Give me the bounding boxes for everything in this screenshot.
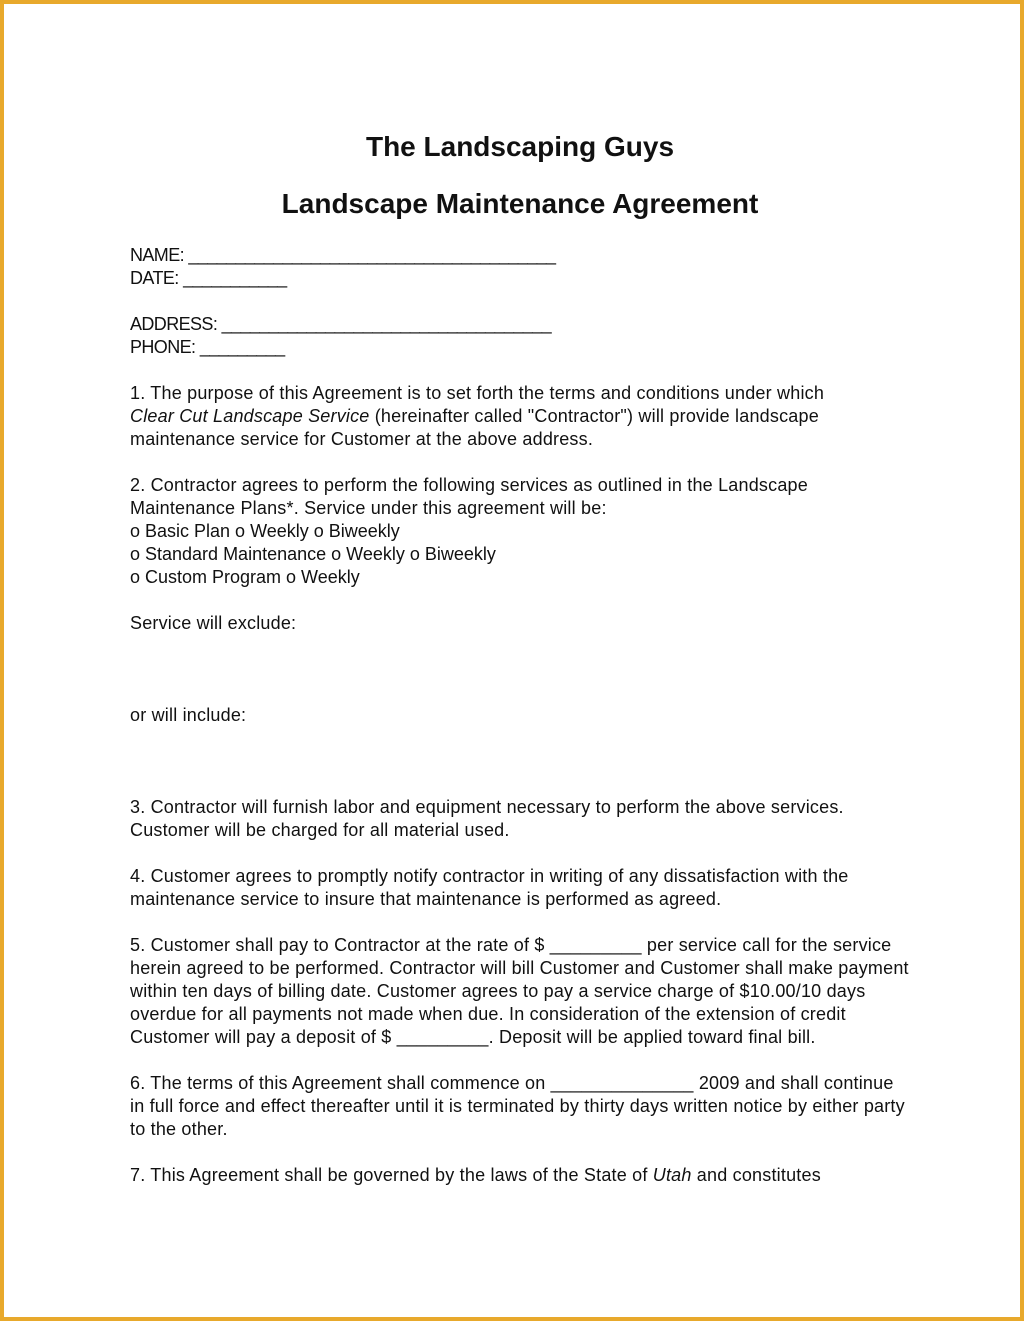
section-7-rest: and constitutes (691, 1165, 821, 1185)
document-title: Landscape Maintenance Agreement (281, 188, 759, 219)
section-3: 3. Contractor will furnish labor and equipment necessary to perform the above services. Customer will be charged for all material used. (130, 797, 844, 840)
option-basic-plan: o Basic Plan o Weekly o Biweekly (130, 521, 400, 541)
section-1 (130, 382, 910, 451)
service-exclude: Service will exclude: (130, 613, 297, 633)
section-7 (130, 1164, 910, 1187)
section-7-intro: 7. This Agreement shall be governed by the laws of the State of (130, 1165, 653, 1185)
name-field: NAME: _______________________________________ (130, 245, 556, 265)
phone-field: PHONE: _________ (130, 337, 285, 357)
service-options (130, 520, 910, 589)
customer-fields (130, 244, 910, 359)
document-page (130, 129, 910, 1187)
section-1-rest: (hereinafter called "Contractor") will provide landscape maintenance service for Customer at the above address. (130, 406, 819, 449)
section-6: 6. The terms of this Agreement shall commence on ______________ 2009 and shall continue in full force and effect thereafter until it is terminated by thirty days written notice by either party to the other. (130, 1073, 905, 1139)
address-field: ADDRESS: ___________________________________ (130, 314, 551, 334)
section-2: 2. Contractor agrees to perform the following services as outlined in the Landscape Maintenance Plans*. Service under this agreement will be: (130, 475, 808, 518)
option-standard-maintenance: o Standard Maintenance o Weekly o Biweekly (130, 544, 496, 564)
section-1-company: Clear Cut Landscape Service (130, 406, 370, 426)
section-5: 5. Customer shall pay to Contractor at the rate of $ _________ per service call for the service herein agreed to be performed. Contractor will bill Customer and Customer shall make payment within ten days of billing date. Customer agrees to pay a service charge of $10.00/10 days overdue for all payments not made when due. In consideration of the extension of credit Customer will pay a deposit of $ _________. Deposit will be applied toward final bill. (130, 935, 909, 1047)
company-name: The Landscaping Guys (365, 131, 675, 162)
section-4: 4. Customer agrees to promptly notify contractor in writing of any dissatisfaction with the maintenance service to insure that maintenance is performed as agreed. (130, 866, 849, 909)
option-custom-program: o Custom Program o Weekly (130, 567, 360, 587)
date-field: DATE: ___________ (130, 268, 287, 288)
section-1-intro: 1. The purpose of this Agreement is to set forth the terms and conditions under which (130, 383, 825, 403)
service-include: or will include: (130, 705, 247, 725)
section-7-state: Utah (652, 1165, 692, 1185)
